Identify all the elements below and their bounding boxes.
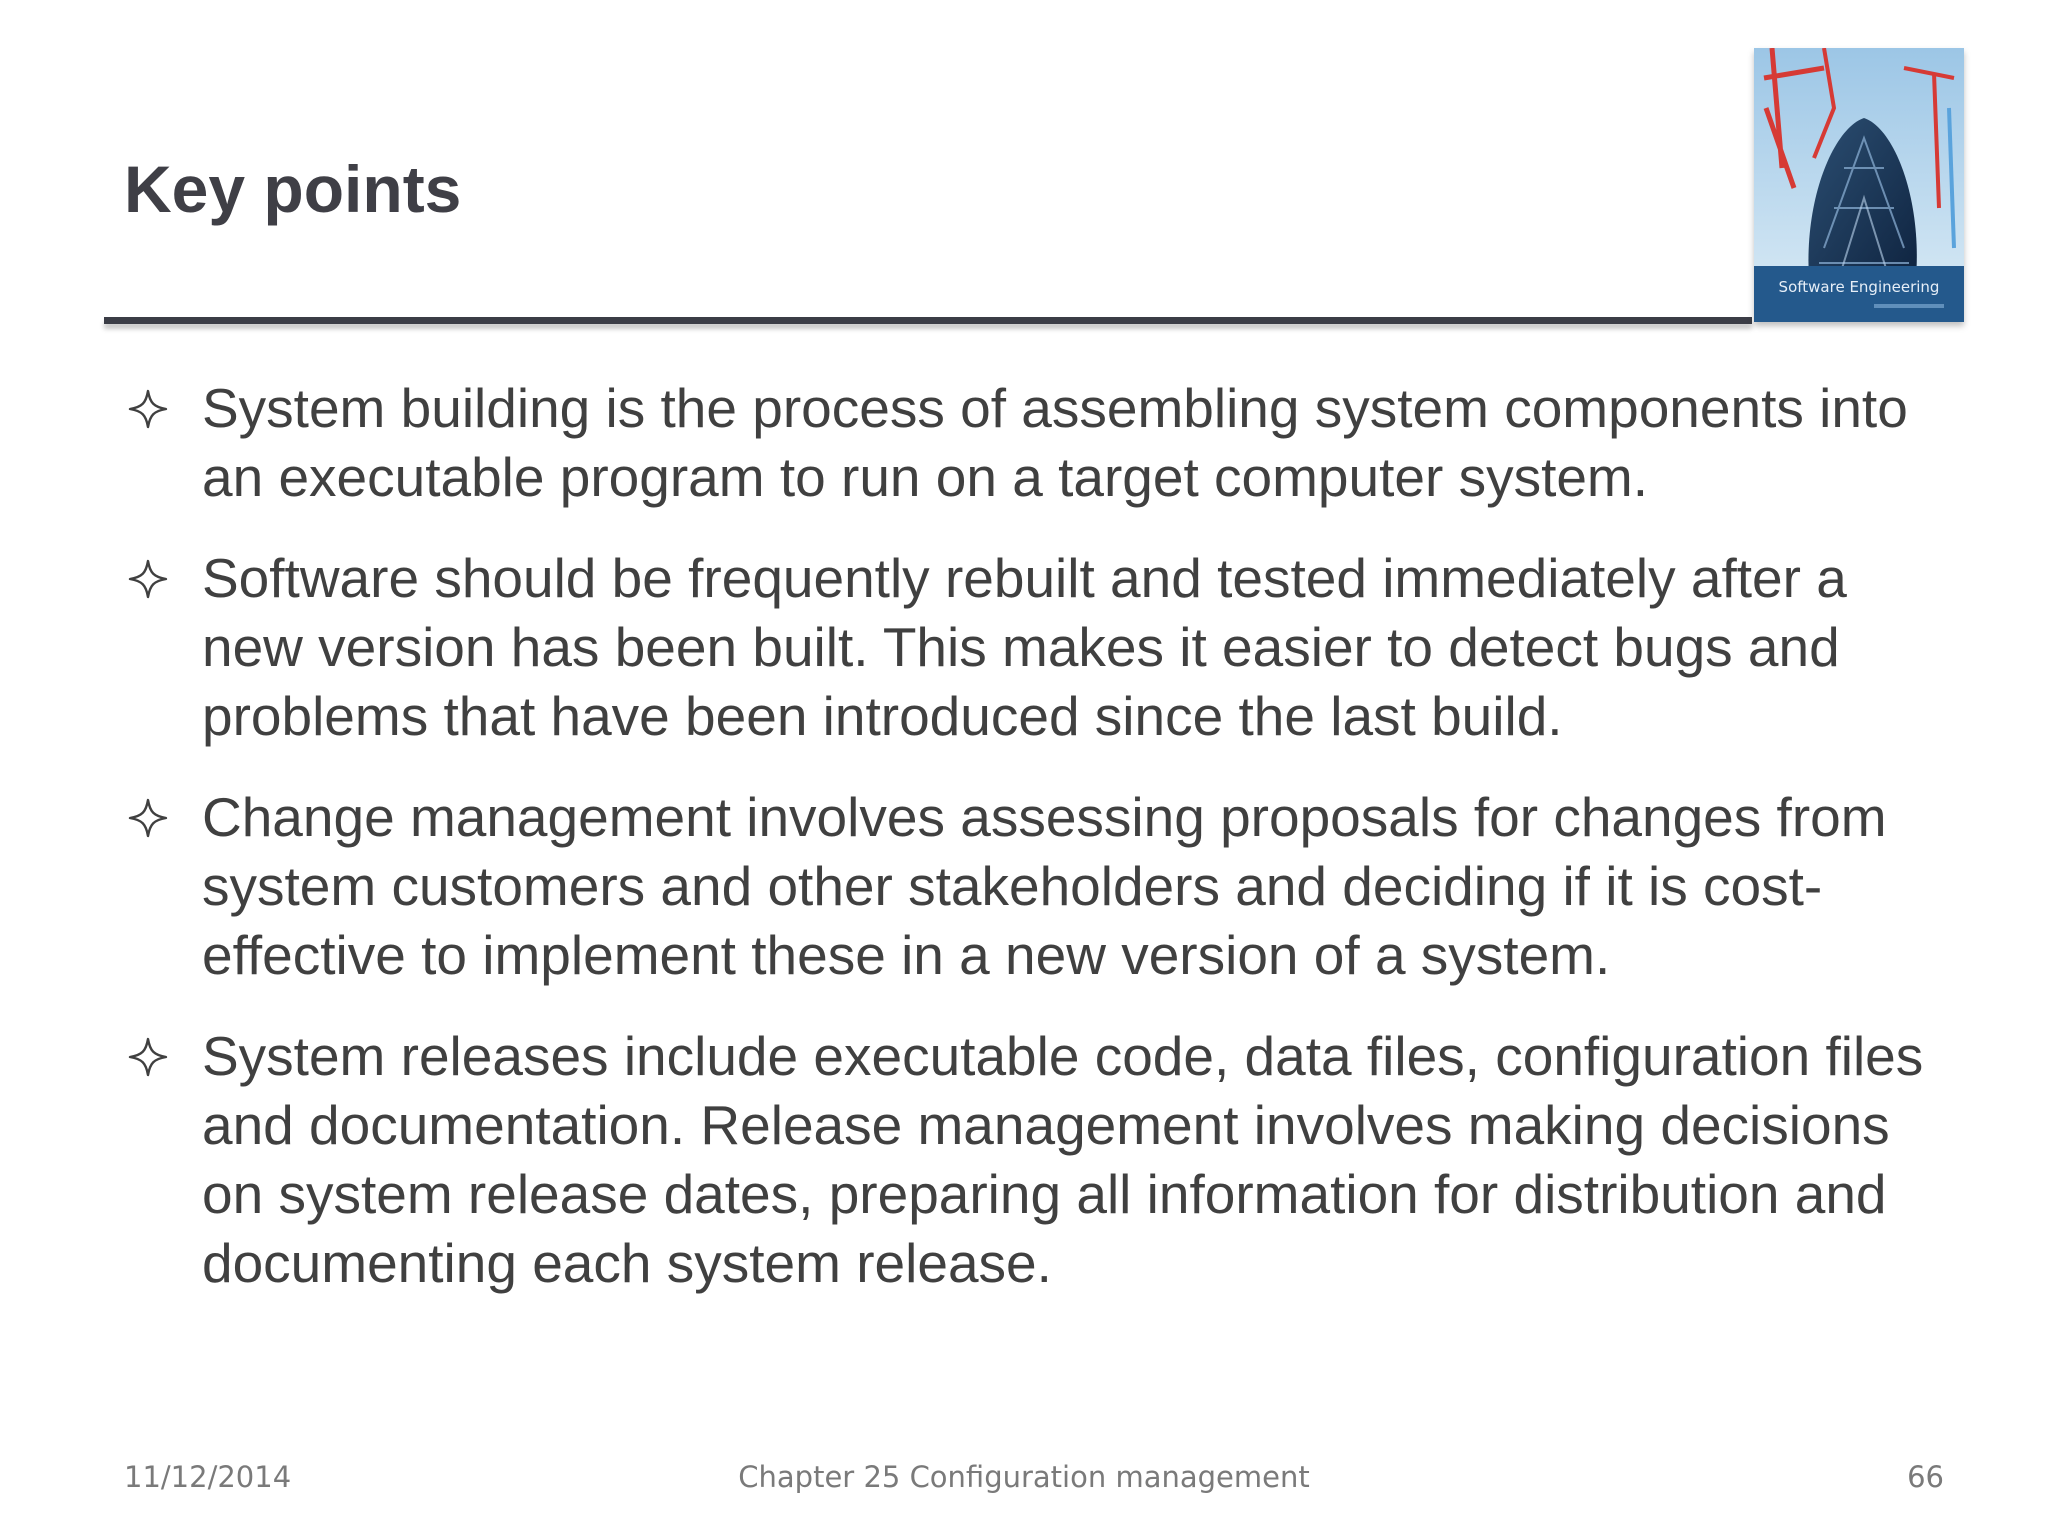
slide-title: Key points <box>124 152 462 226</box>
bullet-list <box>124 374 1924 1330</box>
bullet-text: System releases include executable code, data files, configuration files and documentation. Release management involves making decisions on system release dates, preparing all information for distribution and documenting each system release. <box>202 1025 1924 1294</box>
footer-date: 11/12/2014 <box>124 1460 292 1494</box>
bullet-text: System building is the process of assembling system components into an executable program to run on a target computer system. <box>202 377 1908 508</box>
footer-chapter: Chapter 25 Configuration management <box>738 1460 1310 1494</box>
cover-title-text: Software Engineering <box>1778 278 1940 296</box>
bullet-item <box>124 783 1924 990</box>
bullet-item <box>124 374 1924 512</box>
title-divider <box>104 317 1752 324</box>
four-point-star-outline-icon <box>126 783 170 852</box>
four-point-star-outline-icon <box>126 544 170 613</box>
book-cover-image <box>1754 48 1964 322</box>
bullet-item <box>124 544 1924 751</box>
bullet-text: Software should be frequently rebuilt and tested immediately after a new version has been built. This makes it easier to detect bugs and problems that have been introduced since the last build. <box>202 547 1847 747</box>
footer-page-number: 66 <box>1907 1460 1944 1494</box>
four-point-star-outline-icon <box>126 1022 170 1091</box>
four-point-star-outline-icon <box>126 374 170 443</box>
bullet-text: Change management involves assessing proposals for changes from system customers and other stakeholders and deciding if it is cost-effective to implement these in a new version of a system. <box>202 786 1887 986</box>
bullet-item <box>124 1022 1924 1298</box>
